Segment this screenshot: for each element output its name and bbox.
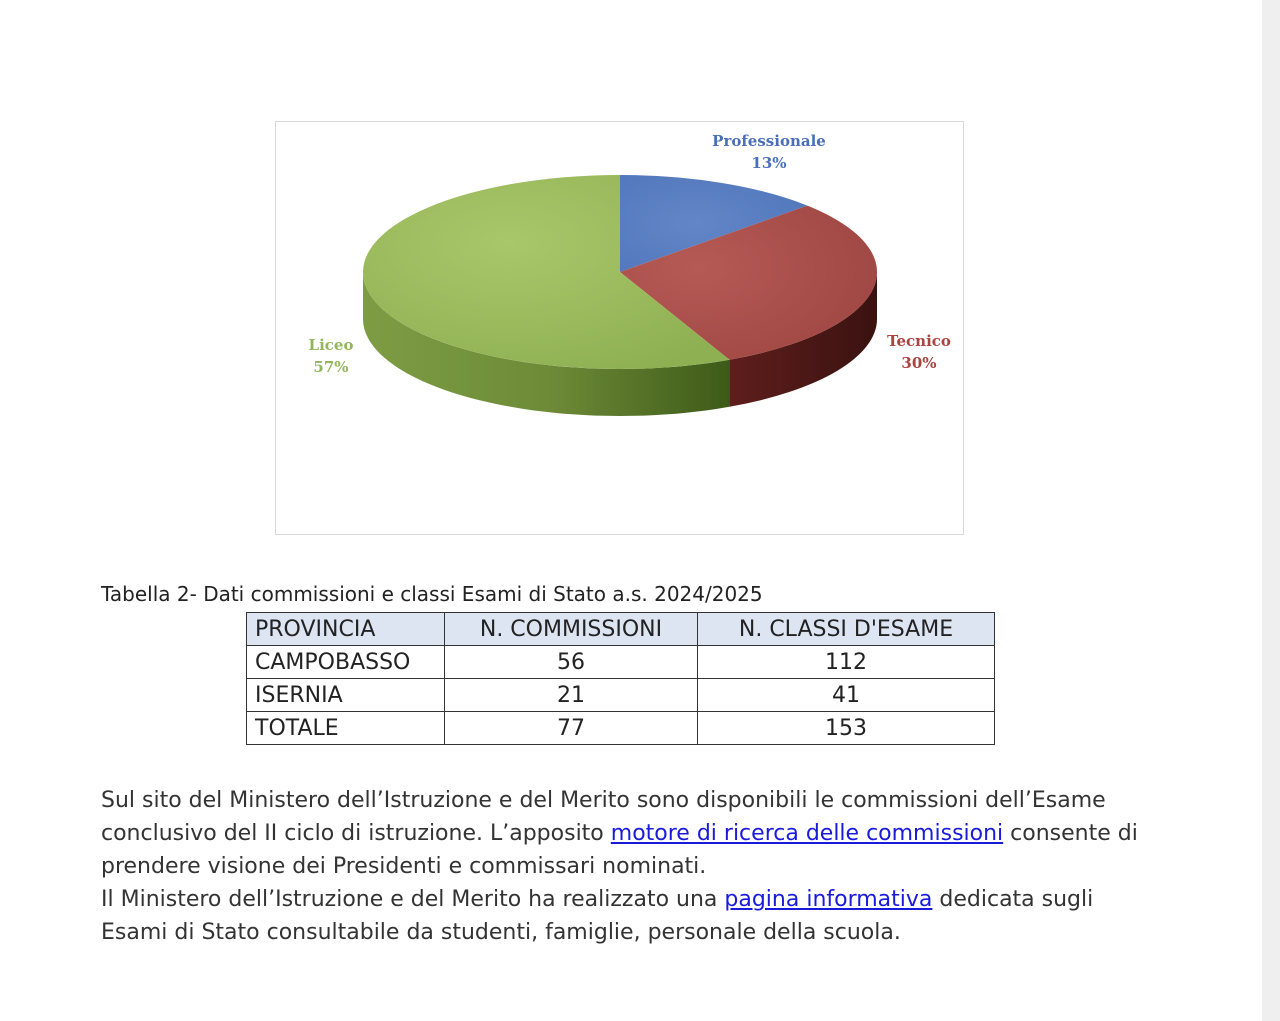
label-liceo-name: Liceo: [308, 336, 354, 354]
pie-chart: [275, 121, 964, 535]
table-header-row: [247, 613, 995, 646]
cell-commissioni: 56: [445, 646, 698, 679]
p1-text-after: consente di prendere visione dei Presidenti e commissari nominati.: [101, 821, 1138, 879]
table-row: [247, 646, 995, 679]
paragraph-commissioni: [101, 784, 1141, 883]
label-liceo-pct: 57%: [313, 358, 349, 376]
label-tecnico-pct: 30%: [901, 354, 937, 372]
label-professionale-pct: 13%: [751, 154, 787, 172]
cell-provincia: ISERNIA: [247, 679, 445, 712]
table-row: [247, 679, 995, 712]
cell-commissioni: 77: [445, 712, 698, 745]
table-row: [247, 712, 995, 745]
cell-classi: 41: [698, 679, 995, 712]
cell-commissioni: 21: [445, 679, 698, 712]
header-provincia: PROVINCIA: [247, 613, 445, 646]
cell-classi: 112: [698, 646, 995, 679]
header-classi: N. CLASSI D'ESAME: [698, 613, 995, 646]
link-pagina-informativa[interactable]: pagina informativa: [724, 887, 933, 912]
commissioni-table: [246, 612, 995, 745]
p2-text-before: Il Ministero dell’Istruzione e del Merito ha realizzato una: [101, 887, 725, 912]
body-text: [101, 784, 1141, 949]
header-commissioni: N. COMMISSIONI: [445, 613, 698, 646]
label-tecnico-name: Tecnico: [887, 332, 951, 350]
table-caption: Tabella 2- Dati commissioni e classi Esami di Stato a.s. 2024/2025: [101, 582, 763, 606]
paragraph-pagina-informativa: [101, 883, 1141, 949]
link-motore-ricerca[interactable]: motore di ricerca delle commissioni: [610, 821, 1004, 846]
cell-provincia: CAMPOBASSO: [247, 646, 445, 679]
scrollbar-track[interactable]: [1262, 0, 1280, 1021]
cell-provincia: TOTALE: [247, 712, 445, 745]
p2-text-after: dedicata sugli Esami di Stato consultabile da studenti, famiglie, personale della scuola.: [101, 887, 1094, 945]
label-professionale-name: Professionale: [712, 132, 826, 150]
cell-classi: 153: [698, 712, 995, 745]
pie-chart-svg: [276, 122, 965, 536]
p1-text-before: Sul sito del Ministero dell’Istruzione e del Merito sono disponibili le commissioni dell’Esame conclusivo del II ciclo di istruzione. L’apposito: [101, 788, 1106, 846]
